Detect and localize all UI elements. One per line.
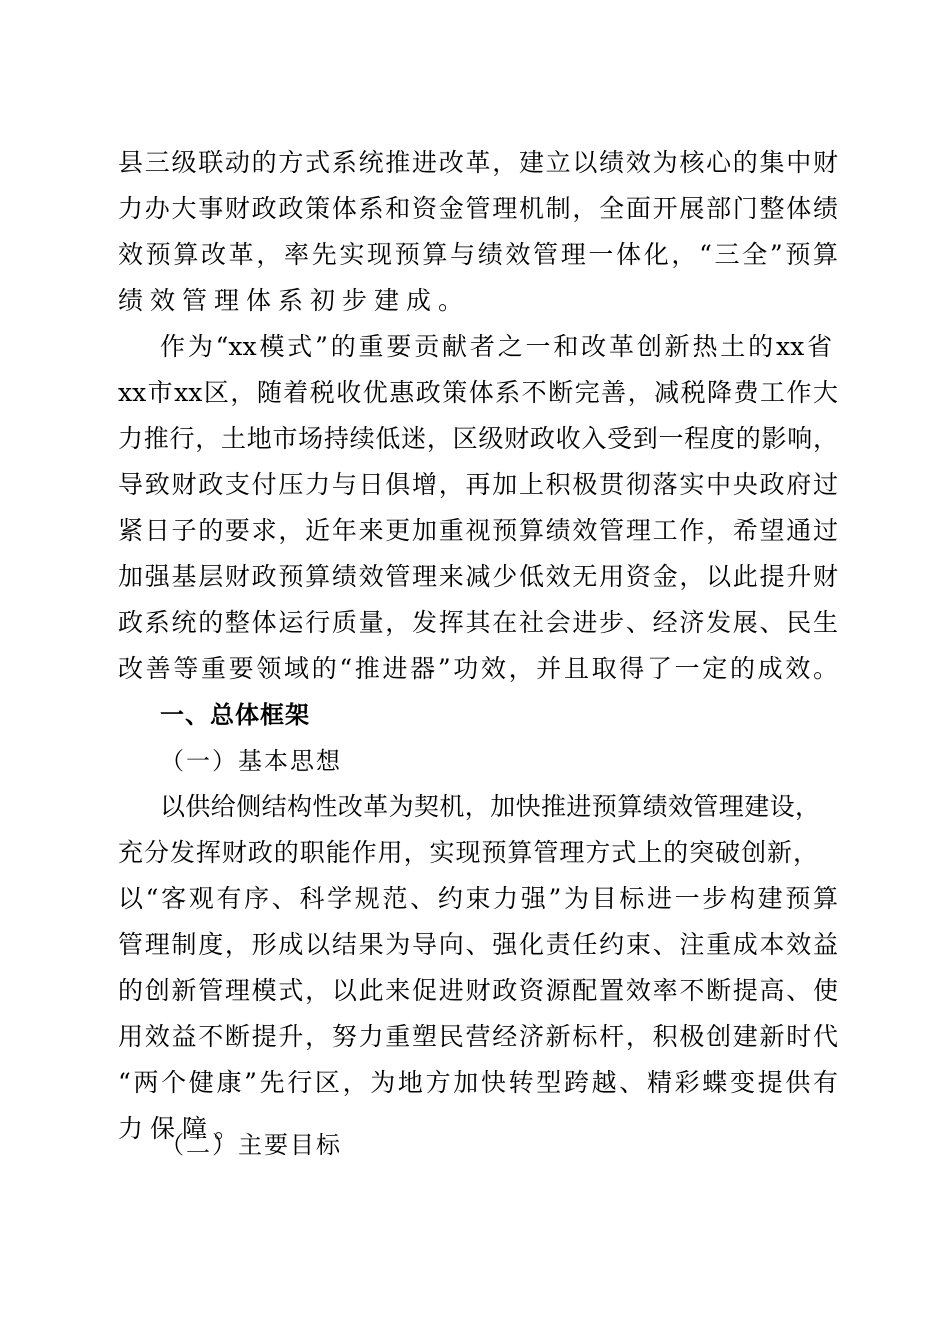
section-heading-overall-framework: 一、总体框架 xyxy=(160,701,310,729)
paragraph-3-line-4: 管理制度，形成以结果为导向、强化责任约束、注重成本效益 xyxy=(118,930,838,959)
paragraph-3-line-7: “两个健康”先行区，为地方加快转型跨越、精彩蝶变提供有 xyxy=(118,1068,838,1097)
paragraph-2-line-4: 导致财政支付压力与日俱增，再加上积极贯彻落实中央政府过 xyxy=(118,470,838,499)
paragraph-3-line-5: 的创新管理模式，以此来促进财政资源配置效率不断提高、使 xyxy=(118,976,838,1005)
paragraph-1-line-4: 绩效管理体系初步建成。 xyxy=(118,286,471,315)
paragraph-3-line-6: 用效益不断提升，努力重塑民营经济新标杆，积极创建新时代 xyxy=(118,1022,838,1051)
paragraph-3-line-3: 以“客观有序、科学规范、约束力强”为目标进一步构建预算 xyxy=(118,884,838,913)
paragraph-3-line-1: 以供给侧结构性改革为契机，加快推进预算绩效管理建设， xyxy=(160,792,820,821)
paragraph-2-line-5: 紧日子的要求，近年来更加重视预算绩效管理工作，希望通过 xyxy=(118,516,838,545)
paragraph-2-line-1: 作为“xx模式”的重要贡献者之一和改革创新热土的xx省 xyxy=(160,332,832,361)
paragraph-2-line-7: 政系统的整体运行质量，发挥其在社会进步、经济发展、民生 xyxy=(118,608,838,637)
paragraph-2-line-2: xx市xx区，随着税收优惠政策体系不断完善，减税降费工作大 xyxy=(118,378,838,407)
paragraph-2-line-3: 力推行，土地市场持续低迷，区级财政收入受到一程度的影响， xyxy=(118,424,838,453)
paragraph-3-line-2: 充分发挥财政的职能作用，实现预算管理方式上的突破创新， xyxy=(118,838,818,867)
paragraph-1-line-1: 县三级联动的方式系统推进改革，建立以绩效为核心的集中财 xyxy=(118,148,838,177)
paragraph-2-line-6: 加强基层财政预算绩效管理来减少低效无用资金，以此提升财 xyxy=(118,562,838,591)
subsection-heading-basic-idea: （一）基本思想 xyxy=(160,747,342,775)
paragraph-3-line-8: 力保障。 xyxy=(118,1114,247,1143)
paragraph-1-line-2: 力办大事财政政策体系和资金管理机制，全面开展部门整体绩 xyxy=(118,194,838,223)
subsection-heading-main-goals: （二）主要目标 xyxy=(160,1131,342,1159)
paragraph-1-line-3: 效预算改革，率先实现预算与绩效管理一体化，“三全”预算 xyxy=(118,240,838,269)
paragraph-2-line-8: 改善等重要领域的“推进器”功效，并且取得了一定的成效。 xyxy=(118,654,838,683)
